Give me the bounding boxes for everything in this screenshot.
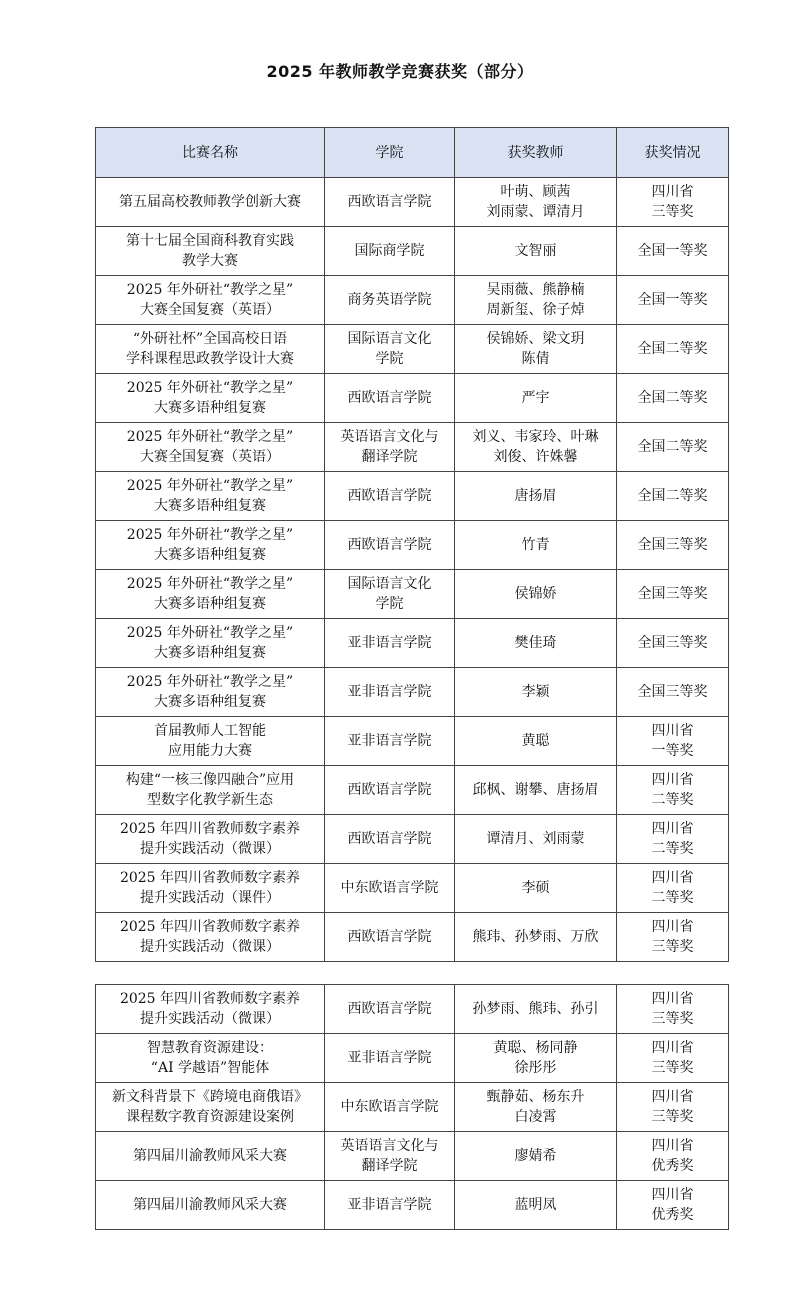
table-row	[96, 864, 729, 913]
award-cell	[617, 521, 729, 570]
table-row	[96, 276, 729, 325]
award-cell-text: 四川省 二等奖	[651, 870, 694, 906]
competition-cell	[96, 668, 325, 717]
award-cell-text: 全国三等奖	[637, 635, 708, 651]
award-cell	[617, 325, 729, 374]
table-row	[96, 1132, 729, 1181]
header-teachers: 获奖教师	[455, 128, 617, 178]
table-row	[96, 178, 729, 227]
award-cell	[617, 717, 729, 766]
teachers-cell	[455, 985, 617, 1034]
award-cell-text: 全国二等奖	[637, 488, 708, 504]
teachers-cell-text: 刘义、韦家玲、叶琳 刘俊、许姝馨	[472, 429, 599, 465]
award-cell	[617, 864, 729, 913]
competition-cell	[96, 766, 325, 815]
award-cell-text: 四川省 二等奖	[651, 821, 694, 857]
competition-cell-text: 首届教师人工智能 应用能力大赛	[154, 723, 266, 759]
header-competition: 比赛名称	[96, 128, 325, 178]
competition-cell	[96, 913, 325, 962]
college-cell	[325, 1132, 455, 1181]
college-cell	[325, 227, 455, 276]
college-cell-text: 西欧语言学院	[347, 782, 432, 798]
college-cell-text: 中东欧语言学院	[340, 880, 439, 896]
college-cell-text: 西欧语言学院	[347, 537, 432, 553]
teachers-cell-text: 吴雨薇、熊静楠 周新玺、徐子焯	[486, 282, 585, 318]
table-row	[96, 227, 729, 276]
teachers-cell	[455, 325, 617, 374]
award-cell	[617, 815, 729, 864]
college-cell	[325, 423, 455, 472]
teachers-cell-text: 黄聪、杨同静 徐彤彤	[493, 1040, 578, 1076]
college-cell-text: 商务英语学院	[347, 292, 432, 308]
college-cell-text: 亚非语言学院	[347, 635, 432, 651]
college-cell-text: 国际语言文化 学院	[347, 331, 432, 367]
teachers-cell	[455, 1083, 617, 1132]
table-row	[96, 1083, 729, 1132]
competition-cell-text: 2025 年外研社“教学之星” 大赛全国复赛（英语）	[126, 282, 294, 318]
college-cell	[325, 1034, 455, 1083]
competition-cell-text: 2025 年外研社“教学之星” 大赛多语种组复赛	[126, 527, 294, 563]
college-cell	[325, 766, 455, 815]
college-cell-text: 英语语言文化与 翻译学院	[340, 1138, 439, 1174]
award-cell-text: 四川省 优秀奖	[651, 1187, 694, 1223]
awards-table-continued-body	[96, 985, 729, 1230]
award-cell-text: 全国一等奖	[637, 292, 708, 308]
competition-cell-text: 第十七届全国商科教育实践 教学大赛	[126, 233, 294, 269]
award-cell-text: 四川省 三等奖	[651, 1040, 694, 1076]
award-cell-text: 全国二等奖	[637, 341, 708, 357]
competition-cell-text: 2025 年四川省教师数字素养 提升实践活动（微课）	[119, 991, 301, 1027]
awards-table	[95, 127, 729, 962]
awards-table-continued	[95, 984, 729, 1230]
competition-cell	[96, 374, 325, 423]
teachers-cell-text: 文智丽	[514, 243, 557, 259]
teachers-cell-text: 蓝明凤	[514, 1197, 557, 1213]
competition-cell-text: 2025 年四川省教师数字素养 提升实践活动（课件）	[119, 870, 301, 906]
college-cell-text: 西欧语言学院	[347, 929, 432, 945]
table-row	[96, 521, 729, 570]
award-cell	[617, 913, 729, 962]
table-row	[96, 1181, 729, 1230]
college-cell	[325, 1181, 455, 1230]
competition-cell	[96, 1034, 325, 1083]
college-cell-text: 西欧语言学院	[347, 390, 432, 406]
table-row	[96, 472, 729, 521]
awards-table-body	[96, 178, 729, 962]
competition-cell-text: 2025 年外研社“教学之星” 大赛全国复赛（英语）	[126, 429, 294, 465]
teachers-cell-text: 唐扬眉	[514, 488, 557, 504]
teachers-cell	[455, 619, 617, 668]
teachers-cell-text: 谭清月、刘雨蒙	[486, 831, 585, 847]
competition-cell	[96, 570, 325, 619]
teachers-cell-text: 竹青	[521, 537, 550, 553]
header-award: 获奖情况	[617, 128, 729, 178]
teachers-cell-text: 熊玮、孙梦雨、万欣	[472, 929, 599, 945]
college-cell-text: 亚非语言学院	[347, 1197, 432, 1213]
teachers-cell-text: 孙梦雨、熊玮、孙引	[472, 1001, 599, 1017]
teachers-cell-text: 甄静茹、杨东升 白凌霄	[486, 1089, 585, 1125]
table-row	[96, 985, 729, 1034]
teachers-cell	[455, 423, 617, 472]
college-cell-text: 国际商学院	[354, 243, 425, 259]
college-cell-text: 英语语言文化与 翻译学院	[340, 429, 439, 465]
teachers-cell	[455, 521, 617, 570]
competition-cell	[96, 864, 325, 913]
table-row	[96, 913, 729, 962]
teachers-cell-text: 黄聪	[521, 733, 550, 749]
college-cell	[325, 521, 455, 570]
competition-cell	[96, 985, 325, 1034]
competition-cell	[96, 227, 325, 276]
teachers-cell-text: 侯锦娇	[514, 586, 557, 602]
college-cell-text: 中东欧语言学院	[340, 1099, 439, 1115]
competition-cell	[96, 276, 325, 325]
award-cell-text: 四川省 三等奖	[651, 1089, 694, 1125]
competition-cell	[96, 423, 325, 472]
teachers-cell-text: 樊佳琦	[514, 635, 557, 651]
table-row	[96, 668, 729, 717]
table-row	[96, 717, 729, 766]
college-cell-text: 西欧语言学院	[347, 194, 432, 210]
award-cell	[617, 178, 729, 227]
college-cell	[325, 815, 455, 864]
award-cell	[617, 472, 729, 521]
college-cell	[325, 985, 455, 1034]
teachers-cell-text: 叶萌、顾茜 刘雨蒙、谭清月	[486, 184, 585, 220]
award-cell	[617, 1034, 729, 1083]
competition-cell	[96, 717, 325, 766]
award-cell	[617, 668, 729, 717]
competition-cell-text: 智慧教育资源建设： “AI 学越语”智能体	[147, 1040, 273, 1076]
header-college: 学院	[325, 128, 455, 178]
teachers-cell	[455, 472, 617, 521]
award-cell	[617, 570, 729, 619]
teachers-cell	[455, 668, 617, 717]
award-cell	[617, 985, 729, 1034]
award-cell-text: 四川省 三等奖	[651, 184, 694, 220]
award-cell-text: 四川省 优秀奖	[651, 1138, 694, 1174]
table-row	[96, 815, 729, 864]
award-cell-text: 四川省 三等奖	[651, 991, 694, 1027]
teachers-cell	[455, 227, 617, 276]
teachers-cell	[455, 913, 617, 962]
award-cell	[617, 1181, 729, 1230]
competition-cell-text: 2025 年外研社“教学之星” 大赛多语种组复赛	[126, 674, 294, 710]
award-cell	[617, 1083, 729, 1132]
competition-cell-text: 2025 年外研社“教学之星” 大赛多语种组复赛	[126, 478, 294, 514]
college-cell-text: 国际语言文化 学院	[347, 576, 432, 612]
college-cell-text: 西欧语言学院	[347, 488, 432, 504]
competition-cell	[96, 1083, 325, 1132]
award-cell-text: 四川省 三等奖	[651, 919, 694, 955]
table-row	[96, 374, 729, 423]
teachers-cell-text: 侯锦娇、梁文玥 陈倩	[486, 331, 585, 367]
teachers-cell-text: 严宇	[521, 390, 550, 406]
table-row	[96, 423, 729, 472]
college-cell-text: 西欧语言学院	[347, 831, 432, 847]
competition-cell	[96, 521, 325, 570]
teachers-cell	[455, 1034, 617, 1083]
college-cell	[325, 913, 455, 962]
teachers-cell	[455, 717, 617, 766]
award-cell-text: 全国一等奖	[637, 243, 708, 259]
competition-cell-text: 2025 年外研社“教学之星” 大赛多语种组复赛	[126, 576, 294, 612]
college-cell	[325, 325, 455, 374]
award-cell-text: 全国二等奖	[637, 390, 708, 406]
teachers-cell	[455, 815, 617, 864]
table-header-row	[96, 128, 729, 178]
teachers-cell	[455, 1181, 617, 1230]
college-cell	[325, 472, 455, 521]
table-row	[96, 766, 729, 815]
college-cell-text: 亚非语言学院	[347, 684, 432, 700]
competition-cell-text: “外研社杯”全国高校日语 学科课程思政教学设计大赛	[126, 331, 294, 367]
teachers-cell	[455, 570, 617, 619]
award-cell-text: 全国三等奖	[637, 537, 708, 553]
teachers-cell-text: 廖婧希	[514, 1148, 557, 1164]
competition-cell-text: 新文科背景下《跨境电商俄语》 课程数字教育资源建设案例	[112, 1089, 308, 1125]
teachers-cell	[455, 374, 617, 423]
table-row	[96, 570, 729, 619]
college-cell	[325, 570, 455, 619]
competition-cell	[96, 815, 325, 864]
award-cell-text: 全国三等奖	[637, 586, 708, 602]
competition-cell-text: 2025 年外研社“教学之星” 大赛多语种组复赛	[126, 380, 294, 416]
college-cell	[325, 619, 455, 668]
competition-cell-text: 第四届川渝教师风采大赛	[133, 1197, 287, 1213]
competition-cell	[96, 178, 325, 227]
college-cell	[325, 668, 455, 717]
teachers-cell-text: 李硕	[521, 880, 550, 896]
competition-cell-text: 2025 年外研社“教学之星” 大赛多语种组复赛	[126, 625, 294, 661]
award-cell-text: 四川省 一等奖	[651, 723, 694, 759]
teachers-cell	[455, 276, 617, 325]
competition-cell-text: 第五届高校教师教学创新大赛	[119, 194, 301, 210]
college-cell	[325, 276, 455, 325]
college-cell	[325, 864, 455, 913]
award-cell	[617, 227, 729, 276]
teachers-cell	[455, 864, 617, 913]
teachers-cell-text: 李颖	[521, 684, 550, 700]
table-row	[96, 1034, 729, 1083]
competition-cell	[96, 1132, 325, 1181]
competition-cell-text: 2025 年四川省教师数字素养 提升实践活动（微课）	[119, 821, 301, 857]
award-cell	[617, 766, 729, 815]
award-cell-text: 四川省 二等奖	[651, 772, 694, 808]
college-cell	[325, 717, 455, 766]
award-cell	[617, 374, 729, 423]
college-cell-text: 亚非语言学院	[347, 733, 432, 749]
table-row	[96, 619, 729, 668]
award-cell	[617, 423, 729, 472]
competition-cell-text: 构建“一核三像四融合”应用 型数字化教学新生态	[125, 772, 295, 808]
college-cell	[325, 178, 455, 227]
competition-cell	[96, 472, 325, 521]
competition-cell-text: 第四届川渝教师风采大赛	[133, 1148, 287, 1164]
award-cell	[617, 1132, 729, 1181]
table-row	[96, 325, 729, 374]
award-cell-text: 全国二等奖	[637, 439, 708, 455]
college-cell-text: 西欧语言学院	[347, 1001, 432, 1017]
teachers-cell	[455, 766, 617, 815]
award-cell-text: 全国三等奖	[637, 684, 708, 700]
teachers-cell	[455, 178, 617, 227]
competition-cell	[96, 1181, 325, 1230]
college-cell	[325, 1083, 455, 1132]
competition-cell-text: 2025 年四川省教师数字素养 提升实践活动（微课）	[119, 919, 301, 955]
college-cell	[325, 374, 455, 423]
teachers-cell-text: 邱枫、谢攀、唐扬眉	[472, 782, 599, 798]
college-cell-text: 亚非语言学院	[347, 1050, 432, 1066]
award-cell	[617, 276, 729, 325]
teachers-cell	[455, 1132, 617, 1181]
competition-cell	[96, 325, 325, 374]
award-cell	[617, 619, 729, 668]
page-title: 2025 年教师教学竞赛获奖（部分）	[266, 62, 534, 81]
competition-cell	[96, 619, 325, 668]
